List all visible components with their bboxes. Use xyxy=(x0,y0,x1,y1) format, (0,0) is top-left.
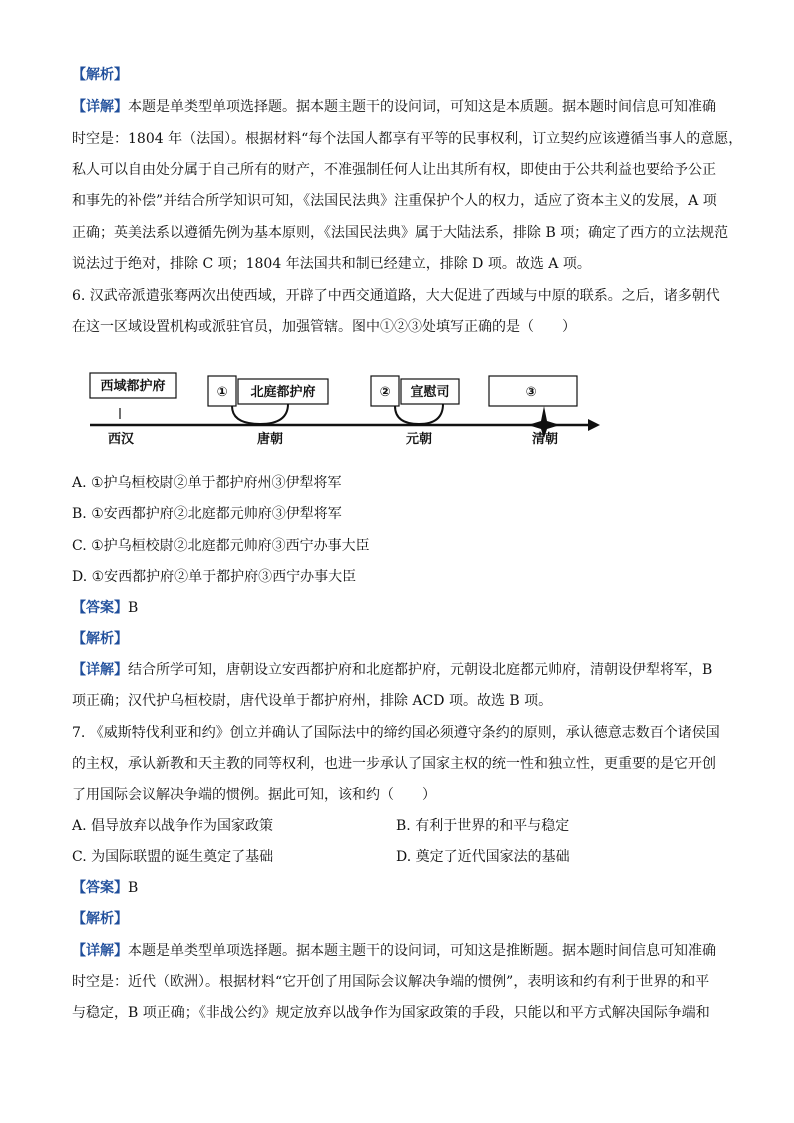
detail-line: 和事先的补偿”并结合所学知识可知，《法国民法典》注重保护个人的权力，适应了资本主义的发展，A 项 xyxy=(72,193,717,209)
answer-line xyxy=(72,599,138,617)
analysis-label: 【解析】 xyxy=(72,911,128,927)
answer-value: B xyxy=(128,880,139,896)
circle1-label: ① xyxy=(216,385,228,400)
box-xuanwei-label: 宣慰司 xyxy=(410,385,450,400)
detail-line: 项正确；汉代护乌桓校尉，唐代设单于都护府州，排除 ACD 项。故选 B 项。 xyxy=(72,693,553,709)
detail-line: 与稳定，B 项正确；《非战公约》规定放弃以战争作为国家政策的手段，只能以和平方式解决国际争端和 xyxy=(72,1005,710,1021)
question-stem-line: 了用国际会议解决争端的惯例。据此可知，该和约（ ） xyxy=(72,787,436,803)
answer-value: B xyxy=(128,600,139,616)
option-a: A. ①护乌桓校尉②单于都护府州③伊犁将军 xyxy=(72,475,342,491)
option-d: D. ①安西都护府②单于都护府③西宁办事大臣 xyxy=(72,569,357,585)
answer-line xyxy=(72,879,138,897)
analysis-label: 【解析】 xyxy=(72,631,128,647)
question-stem-line: 在这一区域设置机构或派驻官员，加强管辖。图中①②③处填写正确的是（ ） xyxy=(72,319,576,335)
circle3-label: ③ xyxy=(525,385,537,400)
era-han: 西汉 xyxy=(107,432,135,447)
era-yuan: 元朝 xyxy=(405,432,433,447)
detail-line: 时空是：近代（欧洲）。根据材料“它开创了用国际会议解决争端的惯例”，表明该和约有利于世界的和平 xyxy=(72,974,710,990)
option-c: C. ①护乌桓校尉②北庭都元帅府③西宁办事大臣 xyxy=(72,538,370,554)
era-qing: 清朝 xyxy=(531,432,559,447)
detail-label: 【详解】 xyxy=(72,943,128,959)
detail-line: 【详解】本题是单类型单项选择题。据本题主题干的设问词，可知这是推断题。据本题时间信息可知准确 xyxy=(72,943,716,959)
option-b: B. ①安西都护府②北庭都元帅府③伊犁将军 xyxy=(72,506,342,522)
bracket-yuan xyxy=(395,404,443,424)
detail-line: 【详解】结合所学可知，唐朝设立安西都护府和北庭都护府，元朝设北庭都元帅府，清朝设伊犁将军，B xyxy=(72,662,713,678)
box-beiting-label: 北庭都护府 xyxy=(250,385,316,400)
option-b: B. 有利于世界的和平与稳定 xyxy=(396,818,570,834)
analysis-label: 【解析】 xyxy=(72,67,128,83)
answer-label: 【答案】 xyxy=(72,600,128,616)
detail-line: 正确；英美法系以遵循先例为基本原则，《法国民法典》属于大陆法系，排除 B 项；确定了西方的立法规范 xyxy=(72,225,729,241)
question-stem-line: 7. 《威斯特伐利亚和约》创立并确认了国际法中的缔约国必须遵守条约的原则，承认德意志数百个诸侯国 xyxy=(72,725,720,741)
detail-line: 私人可以自由处分属于自己所有的财产，不准强制任何人让出其所有权，即使由于公共利益也要给予公正 xyxy=(72,162,716,178)
circle2-label: ② xyxy=(379,385,391,400)
box-xiyu-label: 西域都护府 xyxy=(100,379,166,394)
option-a: A. 倡导放弃以战争作为国家政策 xyxy=(72,818,274,834)
option-c: C. 为国际联盟的诞生奠定了基础 xyxy=(72,849,274,865)
question-stem-line: 6. 汉武帝派遣张骞两次出使西域，开辟了中西交通道路，大大促进了西域与中原的联系。之后，诸多朝代 xyxy=(72,288,720,304)
era-tang: 唐朝 xyxy=(256,432,284,447)
detail-line: 时空是：1804 年（法国）。根据材料“每个法国人都享有平等的民事权利，订立契约应该遵循当事人的意愿， xyxy=(72,131,743,147)
question-stem-line: 的主权，承认新教和天主教的同等权利，也进一步承认了国家主权的统一性和独立性，更重要的是它开创 xyxy=(72,756,716,772)
option-d: D. 奠定了近代国家法的基础 xyxy=(396,849,570,865)
detail-label: 【详解】 xyxy=(72,662,128,678)
timeline-arrow xyxy=(588,419,600,431)
answer-label: 【答案】 xyxy=(72,880,128,896)
detail-line: 说法过于绝对，排除 C 项；1804 年法国共和制已经建立，排除 D 项。故选 A 项。 xyxy=(72,256,591,272)
bracket-tang xyxy=(232,404,288,424)
detail-label: 【详解】 xyxy=(72,99,128,115)
detail-line: 【详解】本题是单类型单项选择题。据本题主题干的设问词，可知这是本质题。据本题时间信息可知准确 xyxy=(72,99,716,115)
